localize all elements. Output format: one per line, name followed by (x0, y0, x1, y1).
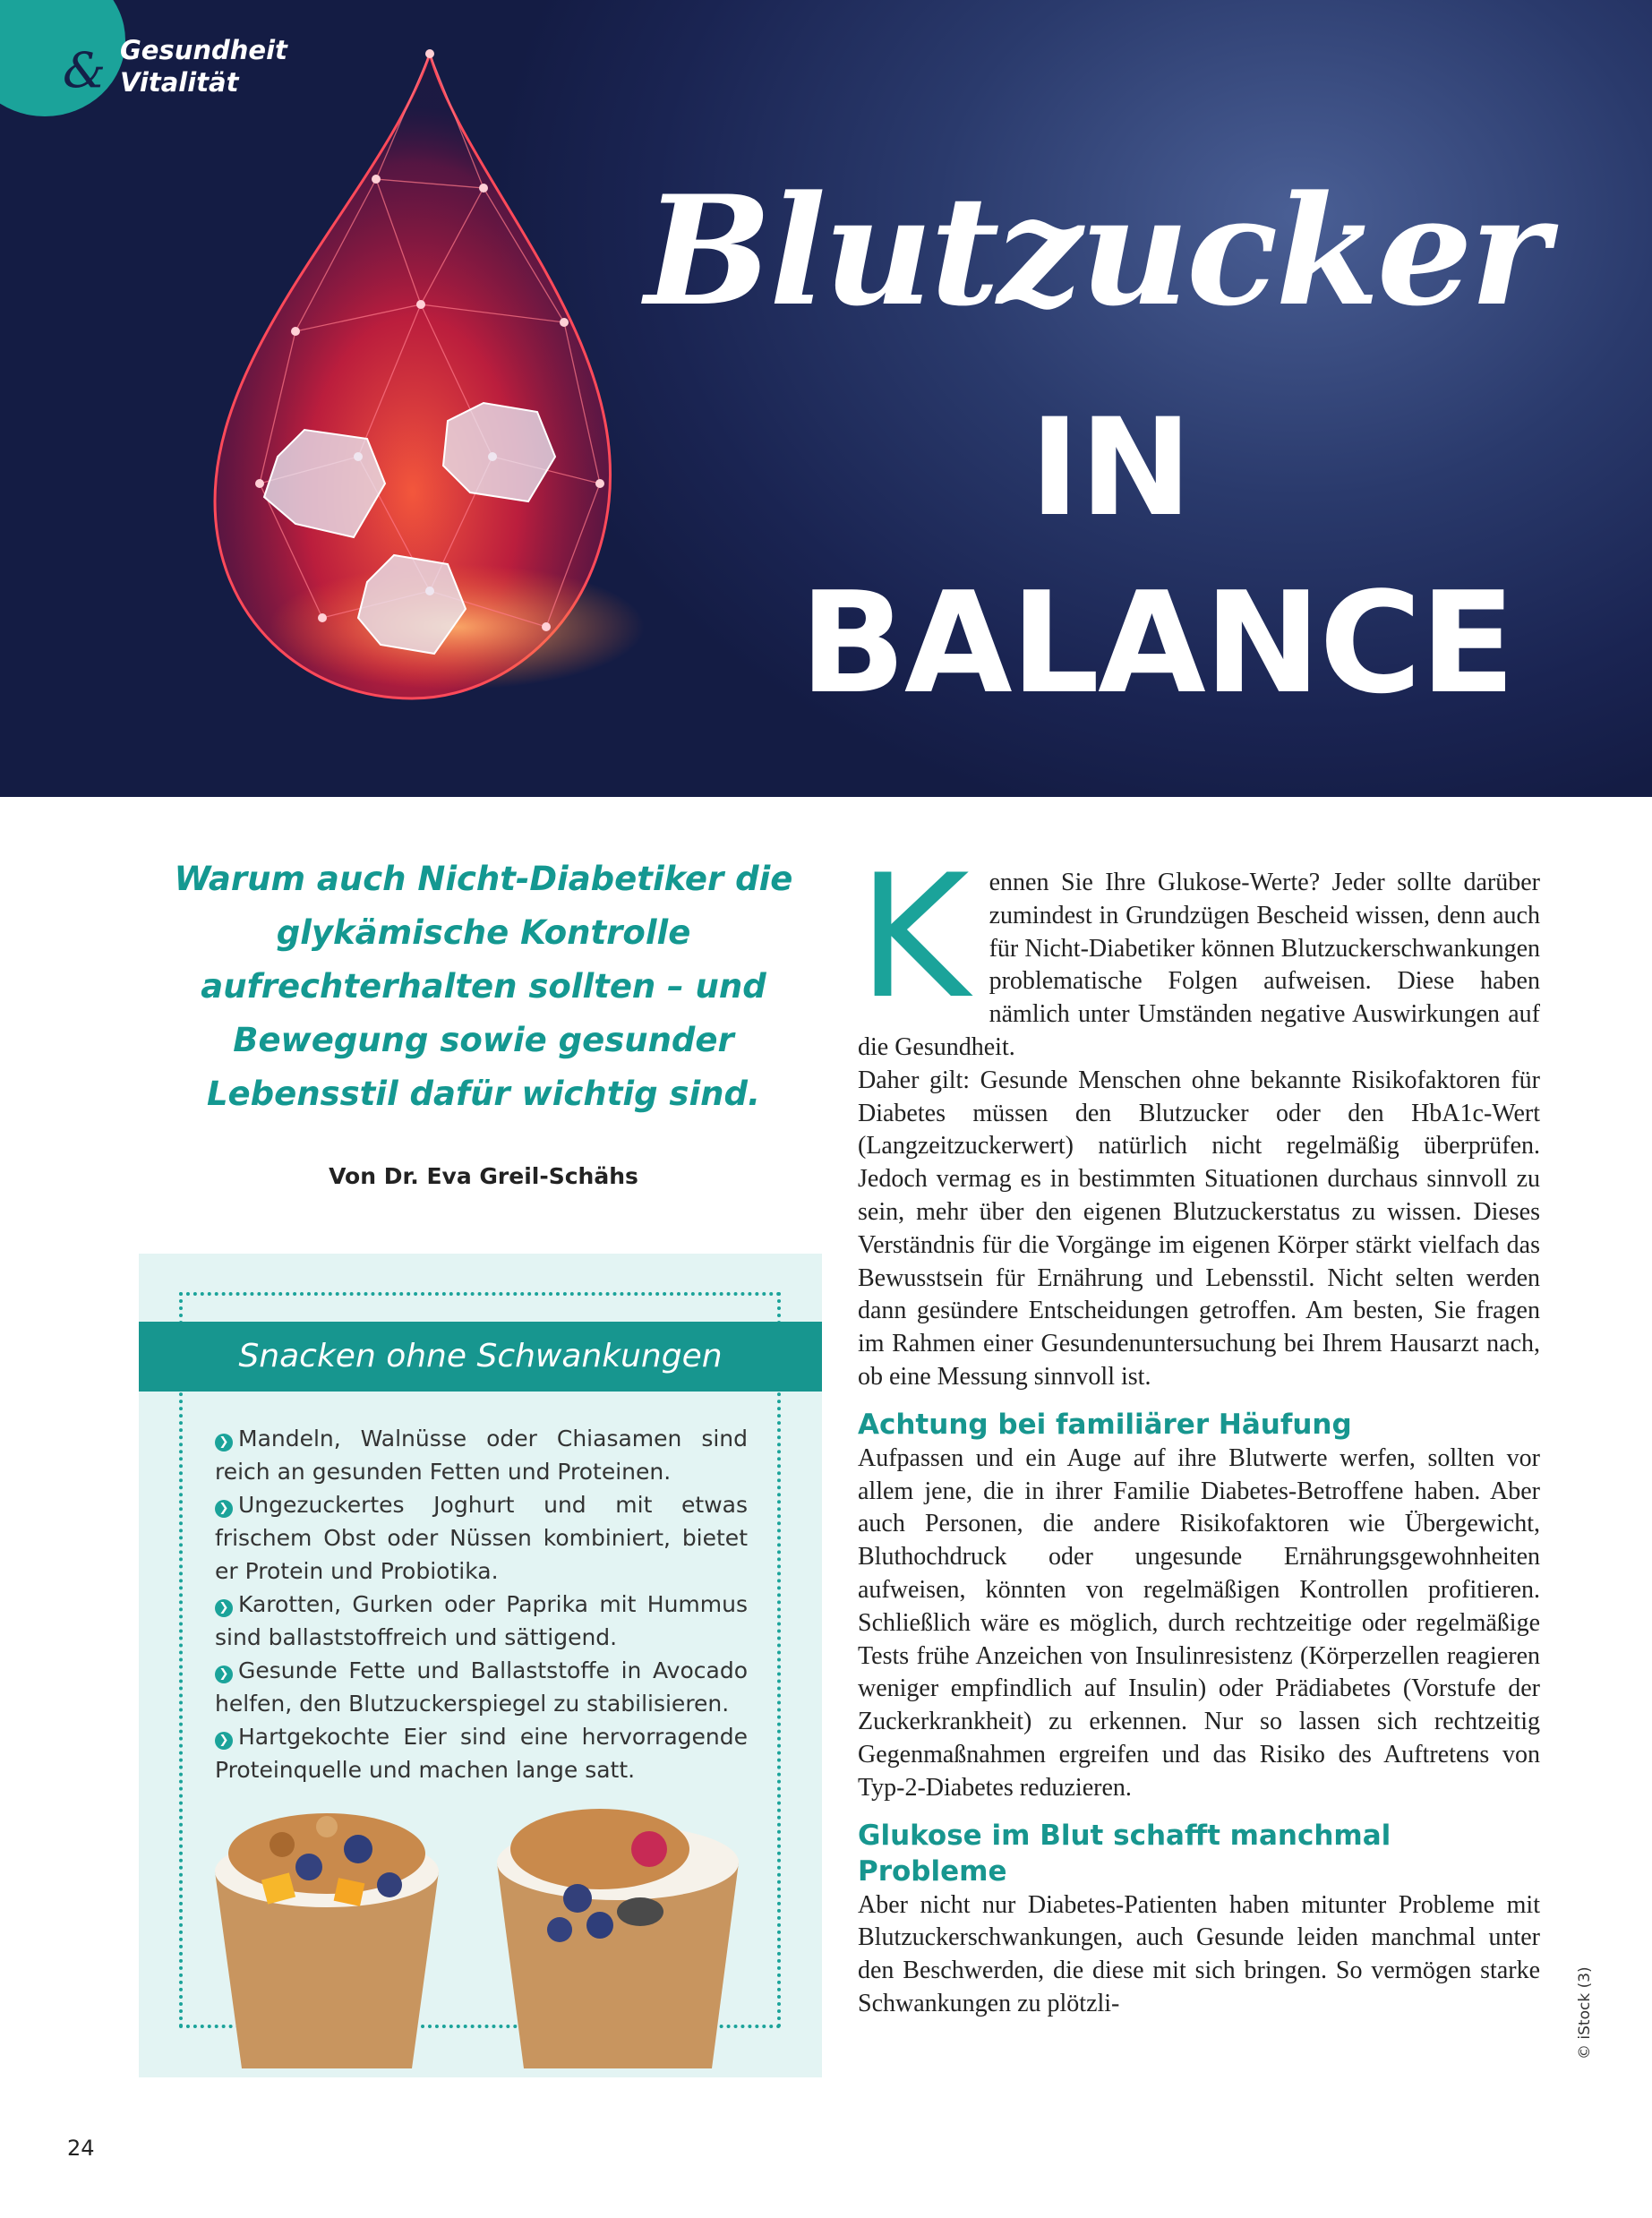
list-item-text: Karotten, Gurken oder Paprika mit Hummus sind ballaststoffreich und sättigend. (215, 1591, 748, 1650)
yogurt-bowls-photo (201, 1800, 775, 2077)
heart-bullet-icon: ❯ (215, 1434, 233, 1452)
sidebar-title: Snacken ohne Schwankungen (139, 1322, 822, 1392)
article-paragraph-3: Aufpassen und ein Auge auf ihre Blutwerte werfen, sollten vor allem jene, die in ihrer Familie Diabetes-Betroffene haben. Aber auch Personen, die andere Risikofaktoren wie Übergewicht, Bluthochdruck oder ungesunde Ernährungsgewohnheiten aufweisen, könnten von regelmäßigen Kontrollen profitieren. Schließlich wäre es möglich, durch rechtzeitige oder regelmäßige Tests frühe Anzeichen von Insulinresistenz (Körperzellen reagieren weniger empfindlich auf Insulin) oder Prädiabetes (Vorstufe der Zuckerkrankheit) zu erkennen. Nur so lassen sich rechtzeitig Gegenmaßnahmen ergreifen und das Risiko des Auftretens von Typ-2-Diabetes reduzieren. (858, 1443, 1540, 1802)
title-script: Blutzucker (645, 162, 1547, 339)
heart-bullet-icon: ❯ (215, 1732, 233, 1750)
article-paragraph-2: Daher gilt: Gesunde Menschen ohne bekannte Risikofaktoren für Diabetes müssen den Blutzucker oder den HbA1c-Wert (Langzeitzuckerwert) natürlich nicht regelmäßig überprüfen. Jedoch vermag es in bestimmten Situationen durchaus sinnvoll zu sein, mehr über den eigenen Blutzuckerstatus zu wissen. Dieses Verständnis für die Vorgänge im eigenen Körper stärkt vielfach das Bewusstsein für Ernährung und Lebensstil. Nicht selten werden dann gesündere Entscheidungen getroffen. Am besten, Sie fragen im Rahmen einer Gesundenuntersuchung bei Ihrem Hausarzt nach, ob eine Messung sinnvoll ist. (858, 1066, 1540, 1391)
title-balance: BALANCE (800, 561, 1514, 724)
list-item-text: Mandeln, Walnüsse oder Chiasamen sind reich an gesunden Fetten und Proteinen. (215, 1426, 748, 1485)
author-byline: Von Dr. Eva Greil-Schähs (329, 1163, 638, 1189)
list-item-text: Hartgekochte Eier sind eine hervorragende Proteinquelle und machen lange satt. (215, 1724, 748, 1783)
list-item (215, 1588, 748, 1654)
article-paragraph-4: Aber nicht nur Diabetes-Patienten haben mitunter Probleme mit Blutzuckerschwankungen, auch Gesunde leiden manchmal unter den Beschwerden, die diese mit sich bringen. So vermögen starke Schwankungen zu plötzli- (858, 1890, 1540, 2017)
article-paragraph-1 (858, 838, 1540, 1065)
article-body (858, 838, 1540, 2021)
section-line-2: Vitalität (120, 67, 239, 98)
section-line-1: Gesundheit (120, 35, 287, 65)
list-item-text: Ungezuckertes Joghurt und mit etwas frischem Obst oder Nüssen kombiniert, bietet er Protein und Probiotika. (215, 1492, 748, 1584)
subheading-1: Achtung bei familiärer Häufung (858, 1408, 1352, 1441)
photo-credit: © iStock (3) (1576, 1966, 1594, 2060)
list-item (215, 1654, 748, 1720)
heart-bullet-icon: ❯ (215, 1666, 233, 1683)
list-item (215, 1488, 748, 1588)
sidebar-list (215, 1422, 748, 1786)
subheading-2: Glukose im Blut schafft manchmal Probleme (858, 1819, 1391, 1888)
hero-banner (0, 0, 1652, 797)
list-item (215, 1720, 748, 1786)
section-label (120, 34, 287, 98)
heart-bullet-icon: ❯ (215, 1500, 233, 1518)
paragraph-text: ennen Sie Ihre Glukose-Werte? Jeder sollte darüber zumindest in Grundzügen Bescheid wissen, denn auch für Nicht-Diabetiker können Blutzuckerschwankungen problematische Folgen aufweisen. Diese haben nämlich unter Umständen negative Auswirkungen auf die Gesundheit. (858, 869, 1540, 1061)
blood-drop-illustration (161, 36, 663, 734)
lead-text: Warum auch Nicht-Diabetiker die glykämische Kontrolle aufrechterhalten sollten – und Bewegung sowie gesunder Lebensstil dafür wichtig sind. (174, 860, 793, 1113)
list-item (215, 1422, 748, 1488)
drop-cap: K (858, 838, 970, 1036)
page-number: 24 (67, 2136, 95, 2161)
title-in: IN (1030, 390, 1193, 546)
ampersand-mark: & (63, 42, 107, 98)
list-item-text: Gesunde Fette und Ballaststoffe in Avocado helfen, den Blutzuckerspiegel zu stabilisieren. (215, 1657, 748, 1717)
heart-bullet-icon: ❯ (215, 1599, 233, 1617)
